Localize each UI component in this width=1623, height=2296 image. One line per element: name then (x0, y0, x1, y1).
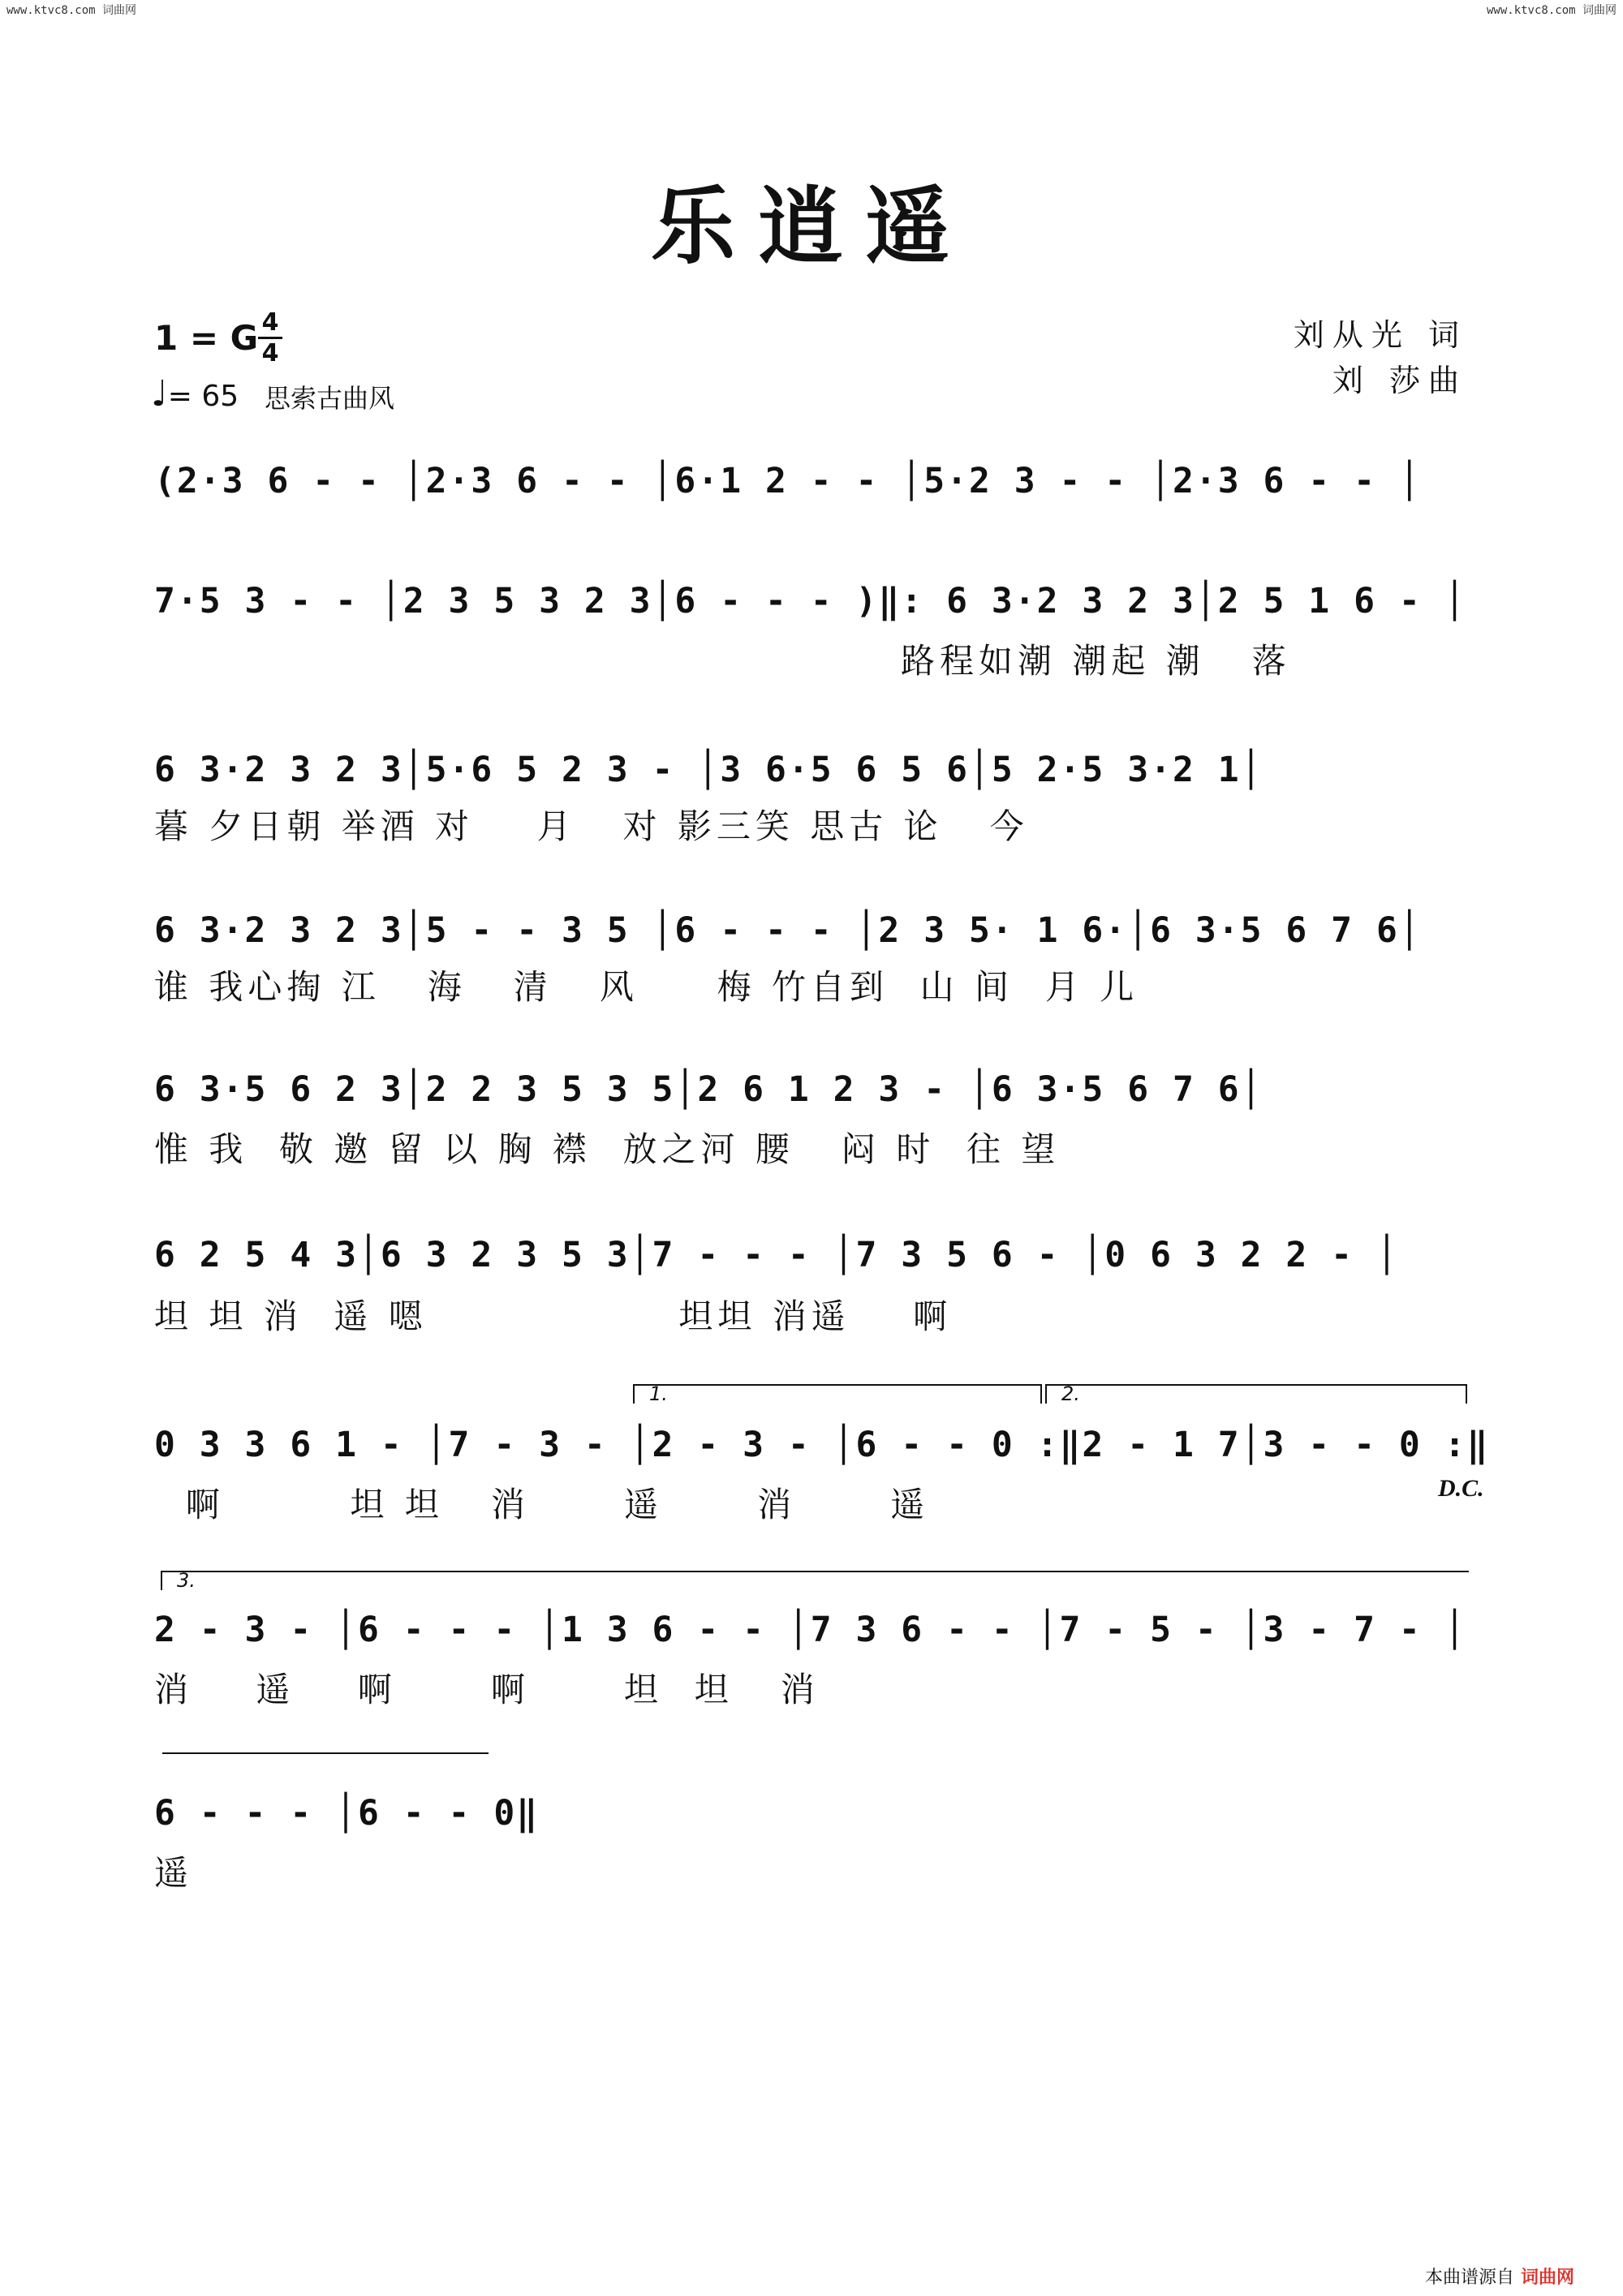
time-signature-top: 4 (261, 308, 279, 337)
composer-credit: 刘 莎曲 (1332, 363, 1467, 398)
volta-third-label: 3. (177, 1569, 196, 1592)
footer-source: 本曲谱源自 (1424, 2268, 1514, 2288)
notation-line-3: 6 3·2 3 2 3│5·6 5 2 3 - │3 6·5 6 5 6│5 2·5 3·2 1│ (154, 750, 1264, 790)
notation-line-4: 6 3·2 3 2 3│5 - - 3 5 │6 - - - │2 3 5· 1 6·│6 3·5 6 7 6│ (154, 910, 1422, 951)
header-url-right[interactable]: www.ktvc8.com 词曲网 (1486, 4, 1617, 17)
tempo-marking (151, 373, 239, 415)
lyric-line-4: 谁 我心掏 江 海 清 风 梅 竹自到 山 间 月 儿 (154, 967, 1139, 1007)
style-marking: 思索古曲风 (265, 383, 395, 414)
tempo-value: = 65 (167, 380, 239, 413)
time-signature-bottom: 4 (261, 339, 279, 368)
notation-line-9: 6 - - - │6 - - 0‖ (154, 1793, 540, 1834)
time-signature-divider (258, 337, 282, 339)
notation-line-6: 6 2 5 4 3│6 3 2 3 5 3│7 - - - │7 3 5 6 - │0 6 3 2 2 - │ (154, 1235, 1399, 1275)
volta-third-ending (161, 1571, 1469, 1590)
lyricist-credit: 刘从光 词 (1293, 317, 1467, 353)
lyric-line-8: 消 遥 啊 啊 坦 坦 消 (154, 1670, 820, 1709)
tie-bracket-final (162, 1752, 489, 1772)
lyric-line-7: 啊 坦 坦 消 遥 消 遥 (154, 1485, 930, 1524)
volta-second-label: 2. (1061, 1382, 1080, 1405)
quarter-note-icon: ♩ (151, 373, 168, 415)
notation-line-2: 7·5 3 - - │2 3 5 3 2 3│6 - - - )‖: 6 3·2 3 2 3│2 5 1 6 - │ (154, 581, 1467, 621)
key-signature: 1 = G (154, 318, 259, 358)
notation-line-1: (2·3 6 - - │2·3 6 - - │6·1 2 - - │5·2 3 - - │2·3 6 - - │ (154, 461, 1422, 501)
lyric-line-9: 遥 (154, 1853, 194, 1893)
notation-line-7: 0 3 3 6 1 - │7 - 3 - │2 - 3 - │6 - - 0 :‖2 - 1 7│3 - - 0 :‖ (154, 1425, 1490, 1465)
volta-first-label: 1. (649, 1382, 668, 1405)
volta-second-ending (1045, 1384, 1467, 1404)
notation-line-5: 6 3·5 6 2 3│2 2 3 5 3 5│2 6 1 2 3 - │6 3·5 6 7 6│ (154, 1069, 1264, 1110)
volta-first-ending (633, 1384, 1042, 1404)
song-title: 乐逍遥 (650, 176, 972, 276)
notation-line-8: 2 - 3 - │6 - - - │1 3 6 - - │7 3 6 - - │7 - 5 - │3 - 7 - │ (154, 1610, 1467, 1650)
dc-marking: D.C. (1438, 1475, 1484, 1502)
lyric-line-3: 暮 夕日朝 举酒 对 月 对 影三笑 思古 论 今 (154, 806, 1029, 846)
lyric-line-5: 惟 我 敬 邀 留 以 胸 襟 放之河 腰 闷 时 往 望 (154, 1129, 1061, 1169)
lyric-line-2: 路程如潮 潮起 潮 落 (901, 641, 1291, 681)
footer-brand-link[interactable]: 词曲网 (1520, 2268, 1574, 2288)
header-url-left[interactable]: www.ktvc8.com 词曲网 (6, 4, 137, 17)
footer-credit (1425, 2264, 1574, 2289)
lyric-line-6: 坦 坦 消 遥 嗯 坦坦 消遥 啊 (154, 1296, 953, 1336)
